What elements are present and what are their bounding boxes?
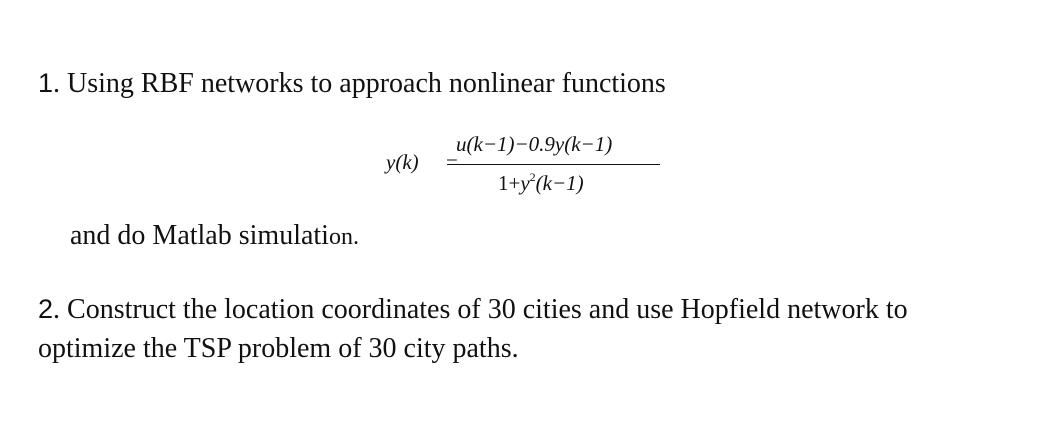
question-2-continuation xyxy=(38,332,519,366)
denominator-suffix: (k−1) xyxy=(535,171,584,195)
denominator-exponent: 2 xyxy=(529,170,536,184)
question-1-heading xyxy=(38,66,666,101)
question-2-text-line1: . Construct the location coordinates of 30 cities and use Hopfield network to xyxy=(53,294,908,325)
question-1-text: . Using RBF networks to approach nonlinear functions xyxy=(53,68,666,99)
question-2-text-line2: optimize the TSP problem of 30 city paths. xyxy=(38,333,519,364)
formula-denominator xyxy=(498,170,584,196)
formula-lhs: y(k) xyxy=(386,150,419,174)
question-1-tail xyxy=(70,219,359,254)
formula-equals: = xyxy=(446,150,458,174)
fraction-bar xyxy=(456,164,660,165)
nonlinear-function-formula xyxy=(380,130,670,205)
denominator-variable: y xyxy=(520,171,530,195)
question-1-number: 1 xyxy=(38,68,54,98)
question-1-tail-suffix: on. xyxy=(328,224,359,250)
question-1-tail-text: and do Matlab simulati xyxy=(70,220,329,251)
formula-numerator: u(k−1)−0.9y(k−1) xyxy=(456,132,613,156)
denominator-prefix: 1+ xyxy=(498,171,521,195)
question-2-heading xyxy=(38,292,908,327)
question-2-number: 2 xyxy=(38,294,54,324)
